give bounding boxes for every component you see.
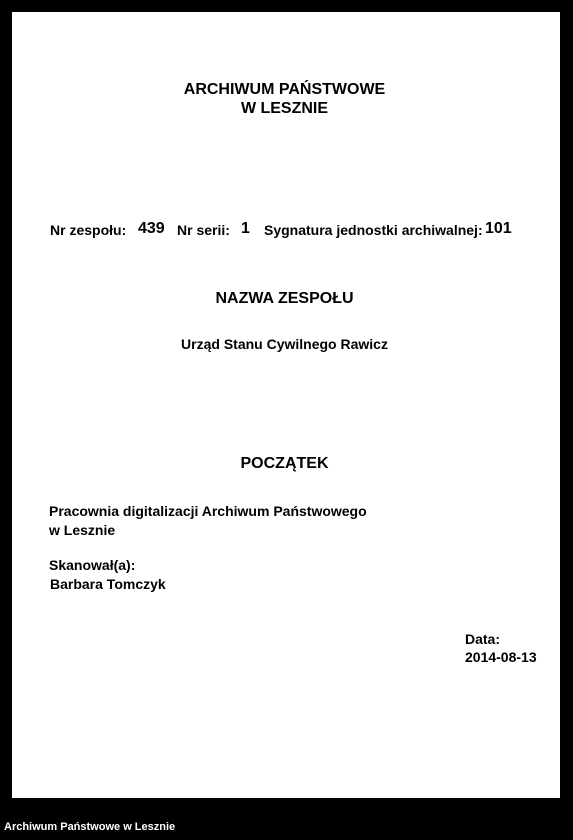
date-label: Data:	[465, 631, 501, 647]
fond-name-value: Urząd Stanu Cywilnego Rawicz	[181, 336, 388, 352]
series-number-label: Nr serii:	[177, 222, 230, 238]
fond-name-heading: NAZWA ZESPOŁU	[215, 290, 354, 307]
footer-caption: Archiwum Państwowe w Lesznie	[4, 821, 176, 833]
archive-header-line1: ARCHIWUM PAŃSTWOWE	[183, 81, 386, 98]
fond-number-value: 439	[138, 220, 165, 237]
document-sheet	[12, 12, 560, 798]
fond-number-label: Nr zespołu:	[50, 222, 127, 238]
digitization-lab-line1: Pracownia digitalizacji Archiwum Państwowego	[49, 503, 367, 519]
date-value: 2014-08-13	[465, 649, 537, 665]
archive-header-line2: W LESZNIE	[240, 100, 329, 117]
signature-value: 101	[485, 220, 512, 237]
scanned-by-label: Skanował(a):	[49, 557, 136, 573]
section-marker: POCZĄTEK	[240, 455, 329, 472]
archive-header	[12, 80, 557, 118]
signature-label: Sygnatura jednostki archiwalnej:	[264, 222, 483, 238]
series-number-value: 1	[241, 220, 250, 237]
scanned-by-value: Barbara Tomczyk	[50, 576, 166, 592]
digitization-lab-line2: w Lesznie	[49, 522, 116, 538]
